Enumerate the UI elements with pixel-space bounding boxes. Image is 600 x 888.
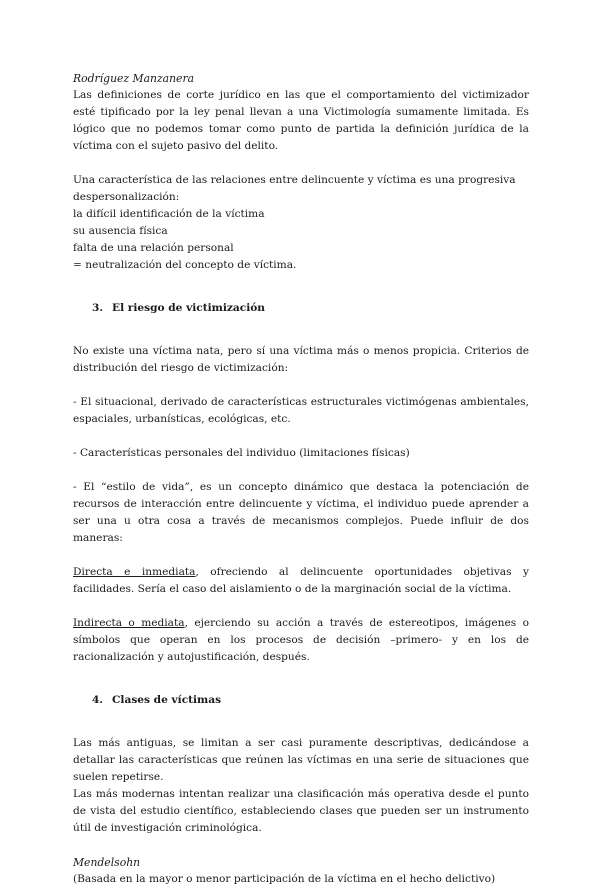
section-heading-clases	[73, 692, 529, 709]
paragraph-modernas: Las más modernas intentan realizar una clasificación más operativa desde el punto de vista del estudio científico, estableciendo clases que pueden ser un instrumento útil de investigación criminológica.	[73, 788, 529, 834]
document-page	[73, 70, 529, 888]
paragraph-text: , ofreciendo al delincuente oportunidades objetivas y facilidades. Sería el caso del aislamiento o de la marginación social de la víctima.	[73, 566, 529, 595]
list-item: = neutralización del concepto de víctima.	[73, 259, 297, 271]
section-heading-riesgo	[73, 300, 529, 317]
section-number: 4.	[92, 694, 104, 706]
paragraph-caracteristicas: - Características personales del individuo (limitaciones físicas)	[73, 447, 410, 459]
author-mendelsohn: Mendelsohn	[73, 856, 141, 869]
list-item: falta de una relación personal	[73, 242, 234, 254]
section-title: El riesgo de victimización	[112, 302, 265, 314]
underlined-label: Directa e inmediata	[73, 566, 196, 578]
underlined-label: Indirecta o mediata	[73, 617, 185, 629]
paragraph-directa	[73, 564, 529, 598]
section-title: Clases de víctimas	[112, 694, 222, 706]
paragraph-mendelsohn-note: (Basada en la mayor o menor participación de la víctima en el hecho delictivo)	[73, 873, 496, 885]
list-item: su ausencia física	[73, 225, 168, 237]
paragraph-text: , ejerciendo su acción a través de estereotipos, imágenes o símbolos que operan en los procesos de decisión –primero- y en los de racionalización y autojustificación, después.	[73, 617, 529, 663]
paragraph-definitions: Las definiciones de corte jurídico en las que el comportamiento del victimizador esté tipificado por la ley penal llevan a una Victimología sumamente limitada. Es lógico que no podemos tomar como punto de partida la definición jurídica de la víctima con el sujeto pasivo del delito.	[73, 89, 529, 152]
author-rodriguez: Rodríguez Manzanera	[73, 72, 195, 85]
paragraph-indirecta	[73, 615, 529, 666]
paragraph-riesgo-intro: No existe una víctima nata, pero sí una víctima más o menos propicia. Criterios de distribución del riesgo de victimización:	[73, 345, 529, 374]
paragraph-antiguas: Las más antiguas, se limitan a ser casi puramente descriptivas, dedicándose a detallar las características que reúnen las víctimas en una serie de situaciones que suelen repetirse.	[73, 737, 529, 783]
paragraph-despersonalizacion: Una característica de las relaciones entre delincuente y víctima es una progresiva despersonalización:	[73, 174, 516, 203]
section-number: 3.	[92, 302, 104, 314]
list-item: la difícil identificación de la víctima	[73, 208, 265, 220]
paragraph-estilo-vida: - El “estilo de vida”, es un concepto dinámico que destaca la potenciación de recursos de interacción entre delincuente y víctima, el individuo puede aprender a ser una u otra cosa a través de mecanismos complejos. Puede influir de dos maneras:	[73, 481, 529, 544]
paragraph-situacional: - El situacional, derivado de características estructurales victimógenas ambientales, espaciales, urbanísticas, ecológicas, etc.	[73, 396, 529, 425]
